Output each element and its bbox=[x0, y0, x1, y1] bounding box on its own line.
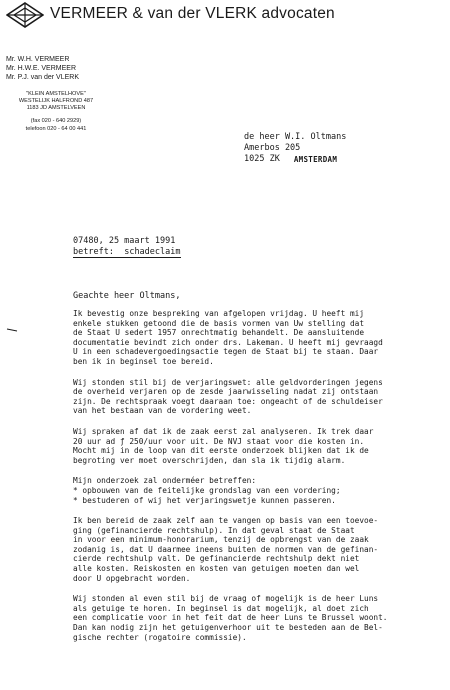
list-item: * opbouwen van de feitelijke grondslag van een vordering; bbox=[73, 485, 341, 495]
letterhead bbox=[6, 2, 446, 30]
text-line: Wij stonden al even stil bij de vraag of mogelijk is de heer Luns bbox=[73, 594, 379, 604]
partner-list bbox=[6, 55, 116, 82]
reference-block bbox=[73, 236, 181, 258]
text-line: als getuige te horen. In beginsel is dat mogelijk, al doet zich bbox=[73, 603, 369, 613]
text-line: Ik bevestig onze bespreking van afgelopen vrijdag. U heeft mij bbox=[73, 309, 365, 318]
text-line: U in een schadevergoedingsactie tegen de Staat bij te staan. Daar bbox=[73, 347, 379, 357]
list-item: * bestuderen of wij het verjaringswetje kunnen passeren. bbox=[73, 495, 336, 505]
text-line: Mocht mij in de loop van dit eerste onderzoek blijken dat ik de bbox=[73, 446, 369, 456]
text-line: de overheid verjaren op de zesde jaarwisseling nadat zij ontstaan bbox=[73, 387, 379, 397]
paragraph bbox=[73, 309, 445, 367]
firm-name: VERMEER & van der VLERK advocaten bbox=[50, 5, 335, 22]
text-line: Wij spraken af dat ik de zaak eerst zal analyseren. Ik trek daar bbox=[73, 426, 374, 436]
date-line: 07480, 25 maart 1991 bbox=[73, 236, 176, 246]
text-line: documentatie bevindt zich onder drs. Lakeman. U heeft mij gevraagd bbox=[73, 337, 383, 347]
paragraph bbox=[73, 378, 445, 416]
text-line: de Staat U sedert 1957 onrechtmatig behandelt. De aansluitende bbox=[73, 328, 365, 338]
office-city: 1183 JD AMSTELVEEN bbox=[26, 105, 86, 111]
list-heading: Mijn onderzoek zal onderméer betreffen: bbox=[73, 476, 257, 486]
text-line: Ik ben bereid de zaak zelf aan te vangen op basis van een toevoe- bbox=[73, 516, 379, 526]
paragraph bbox=[73, 516, 445, 583]
text-line: alle kosten. Reiskosten en kosten van getuigen moeten dan wel bbox=[73, 564, 360, 574]
margin-mark bbox=[6, 327, 18, 333]
paragraph bbox=[73, 594, 445, 642]
text-line: Wij stonden stil bij de verjaringswet: alle geldvorderingen jegens bbox=[73, 377, 383, 387]
subject-line bbox=[73, 247, 181, 258]
firm-details-sidebar bbox=[6, 55, 116, 133]
text-line: begroting ver moet overschrijden, dan sla ik tijdig alarm. bbox=[73, 455, 346, 465]
paragraph bbox=[73, 427, 445, 465]
text-line: cierde rechtshulp valt. De gefinancierde rechtshulp dekt niet bbox=[73, 554, 360, 564]
text-line: enkele stukken getoond die de basis vormen van Uw stelling dat bbox=[73, 318, 365, 328]
telephone-number: telefoon 020 - 64 00 441 bbox=[25, 125, 87, 132]
addressee-city: AMSTERDAM bbox=[293, 155, 338, 164]
research-list bbox=[73, 476, 445, 505]
text-line: van het bestaan van de vordering weet. bbox=[73, 406, 252, 416]
addressee-block bbox=[244, 132, 346, 165]
text-line: 20 uur ad ƒ 250/uur voor uit. De NVJ staat voor die kosten in. bbox=[73, 436, 365, 446]
office-street: WESTELIJK HALFROND 487 bbox=[18, 98, 94, 104]
partner-name: Mr. H.W.E. VERMEER bbox=[6, 65, 77, 72]
text-line: een complicatie voor in het feit dat de heer Luns te Brussel woont. bbox=[73, 613, 388, 623]
text-line: gische rechter (rogatoire commissie). bbox=[73, 632, 247, 642]
partner-name: Mr. W.H. VERMEER bbox=[6, 56, 70, 63]
text-line: zijn. De rechtspraak voegt daaraan toe: ongeacht of de schuldeiser bbox=[73, 396, 383, 406]
letter-body bbox=[73, 309, 445, 653]
diamond-logo-icon bbox=[6, 2, 44, 28]
subject-label: betreft: bbox=[73, 246, 114, 257]
addressee-name: de heer W.I. Oltmans bbox=[244, 132, 347, 142]
fax-number: (fax 020 - 640 2929) bbox=[30, 118, 82, 124]
contact-numbers bbox=[6, 118, 106, 133]
text-line: in voor een minimum-honorarium, tenzij de opbrengst van de zaak bbox=[73, 535, 369, 545]
text-line: ging (gefinancierde rechtshulp). In dat geval staat de Staat bbox=[73, 525, 355, 535]
addressee-street: Amerbos 205 bbox=[244, 143, 301, 153]
office-name: "KLEIN AMSTELHOVE" bbox=[26, 91, 86, 97]
text-line: zodanig is, dat U daarmee ineens buiten de normen van de gefinan- bbox=[73, 544, 379, 554]
office-address bbox=[6, 91, 106, 112]
addressee-postal-line bbox=[244, 154, 346, 165]
text-line: ben ik in beginsel toe bereid. bbox=[73, 356, 214, 366]
addressee-postcode: 1025 ZK bbox=[244, 154, 280, 164]
subject-value: schadeclaim bbox=[124, 246, 181, 257]
text-line: Dan kan nodig zijn het getuigenverhoor uit te besteden aan de Bel- bbox=[73, 623, 383, 633]
salutation: Geachte heer Oltmans, bbox=[73, 291, 181, 301]
text-line: door U opgebracht worden. bbox=[73, 573, 191, 583]
partner-name: Mr. P.J. van der VLERK bbox=[6, 74, 80, 81]
